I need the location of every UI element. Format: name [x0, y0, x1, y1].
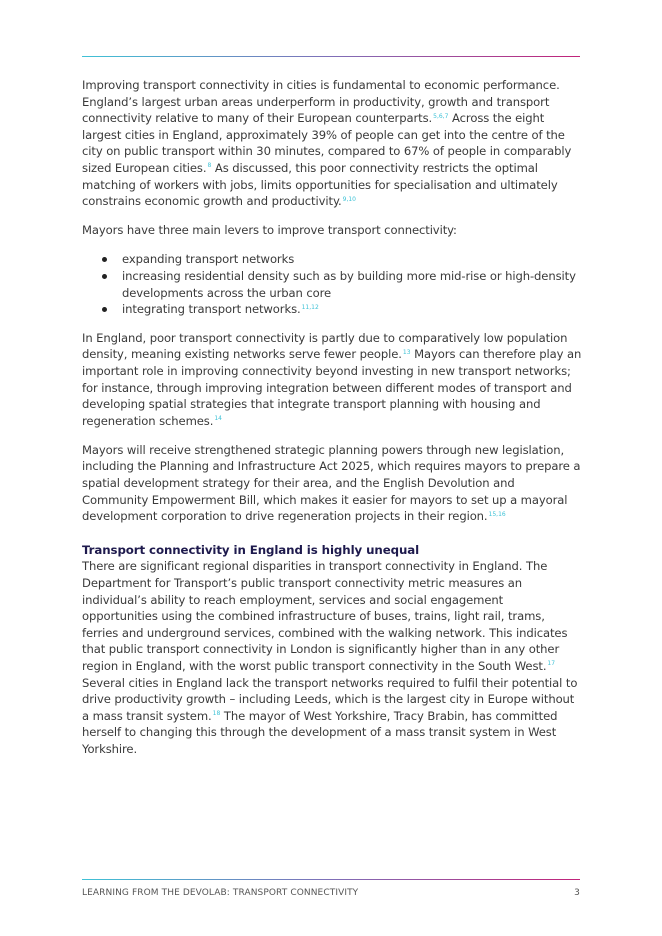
paragraph-population-density: [82, 330, 582, 430]
list-item: [122, 301, 582, 318]
footer-title: LEARNING FROM THE DEVOLAB: TRANSPORT CONNECTIVITY: [82, 888, 359, 898]
footnote-ref[interactable]: 15,16: [488, 510, 506, 518]
paragraph-connectivity-intro: [82, 77, 582, 210]
top-divider: [82, 56, 580, 57]
list-item: [122, 268, 582, 301]
paragraph-levers-intro: Mayors have three main levers to improve transport connectivity:: [82, 223, 457, 238]
paragraph-text: Across the eight largest cities in England, approximately 39% of people can get into the centre of the city on public transport within 30 minutes, compared to 67% of people in comparably sized European cities.: [82, 111, 572, 175]
page-number: 3: [574, 888, 580, 898]
paragraph-text: The mayor of West Yorkshire, Tracy Brabin, has committed herself to changing this through the development of a mass transit system in West Yorkshire.: [82, 708, 558, 756]
paragraph-text: There are significant regional disparities in transport connectivity in England. The Department for Transport’s public transport connectivity metric measures an individual’s ability to reach employment, services and social engagement opportunities using the combined infrastructure of buses, trains, light rail, trams, ferries and underground services, combined with the walking network. This indicates that public transport connectivity in London is significantly higher than in any other region in England, with the worst public transport connectivity in the South West.: [82, 559, 568, 673]
paragraph-text: Improving transport connectivity in cities is fundamental to economic performance. England’s largest urban areas underperform in productivity, growth and transport connectivity relative to many of their European counterparts.: [82, 78, 560, 126]
paragraph-text: In England, poor transport connectivity is partly due to comparatively low population density, meaning existing networks serve fewer people.: [82, 330, 568, 362]
footnote-ref[interactable]: 18: [212, 710, 221, 718]
list-item-text: increasing residential density such as by building more mid-rise or high-density developments across the urban core: [122, 268, 576, 300]
section-heading: Transport connectivity in England is highly unequal: [82, 542, 420, 557]
paragraph-regional-disparities: [82, 558, 582, 757]
footnote-ref[interactable]: 17: [547, 660, 556, 668]
footnote-ref[interactable]: 8: [207, 162, 212, 170]
list-item: [122, 251, 582, 268]
bottom-divider: [82, 879, 580, 880]
footnote-ref[interactable]: 5,6,7: [433, 112, 449, 120]
list-item-text: expanding transport networks: [122, 252, 295, 267]
footnote-ref[interactable]: 9,10: [342, 195, 356, 203]
paragraph-text: As discussed, this poor connectivity restricts the optimal matching of workers with jobs, limits opportunities for specialisation and ultimately constrains economic growth and productivity.: [82, 160, 558, 209]
main-content: [82, 77, 582, 770]
paragraph-text: Mayors can therefore play an important role in improving connectivity beyond investing in new transport networks; for instance, through improving integration between different modes of transport and developing spatial strategies that integrate transport planning with housing and regeneration schemes.: [82, 347, 582, 428]
list-item-text: integrating transport networks.: [122, 302, 301, 317]
footnote-ref[interactable]: 14: [214, 415, 222, 423]
page-footer: [82, 888, 580, 898]
footnote-ref[interactable]: 13: [402, 348, 411, 356]
paragraph-planning-powers: [82, 442, 582, 525]
footnote-ref[interactable]: 11,12: [301, 303, 319, 311]
levers-list: [82, 251, 582, 317]
paragraph-text: Several cities in England lack the transport networks required to fulfil their potential to drive productivity growth – including Leeds, which is the largest city in Europe without a mass transit system.: [82, 675, 578, 723]
paragraph-text: Mayors will receive strengthened strategic planning powers through new legislation, including the Planning and Infrastructure Act 2025, which requires mayors to prepare a spatial development strategy for their area, and the English Devolution and Community Empowerment Bill, which makes it easier for mayors to set up a mayoral development corporation to drive regeneration projects in their region.: [82, 442, 581, 524]
